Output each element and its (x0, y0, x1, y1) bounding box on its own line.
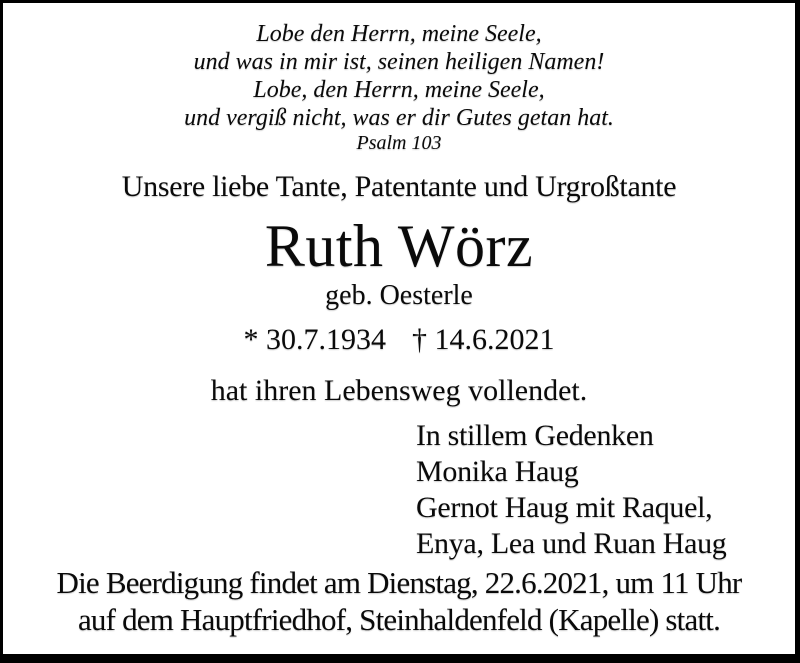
life-statement: hat ihren Lebensweg vollendet. (210, 374, 588, 407)
psalm-verse-line: Lobe, den Herrn, meine Seele, (253, 77, 545, 103)
funeral-info-line: auf dem Hauptfriedhof, Steinhaldenfeld (Kapelle) statt. (77, 602, 721, 637)
psalm-verse-line: Lobe den Herrn, meine Seele, (256, 21, 542, 47)
funeral-info-line: Die Beerdigung findet am Dienstag, 22.6.2021, um 11 Uhr (56, 565, 742, 600)
condolence-heading: In stillem Gedenken (416, 419, 654, 452)
life-dates (3, 322, 795, 358)
psalm-verse-line: und vergiß nicht, was er dir Gutes getan hat. (184, 105, 614, 131)
mourner-name: Monika Haug (416, 455, 579, 488)
maiden-name: geb. Oesterle (325, 280, 473, 311)
deceased-name: Ruth Wörz (264, 213, 534, 279)
salutation-line: Unsere liebe Tante, Patentante und Urgroßtante (121, 170, 677, 203)
psalm-verse-line: und was in mir ist, seinen heiligen Namen! (193, 49, 605, 75)
psalm-source: Psalm 103 (356, 132, 442, 154)
death-date: † 14.6.2021 (412, 323, 555, 356)
mourner-name: Enya, Lea und Ruan Haug (416, 527, 727, 560)
funeral-info (3, 564, 795, 638)
birth-date: * 30.7.1934 (243, 323, 386, 356)
psalm-verse (3, 3, 795, 132)
mourner-name: Gernot Haug mit Raquel, (416, 491, 713, 524)
mourners-block (416, 418, 795, 562)
